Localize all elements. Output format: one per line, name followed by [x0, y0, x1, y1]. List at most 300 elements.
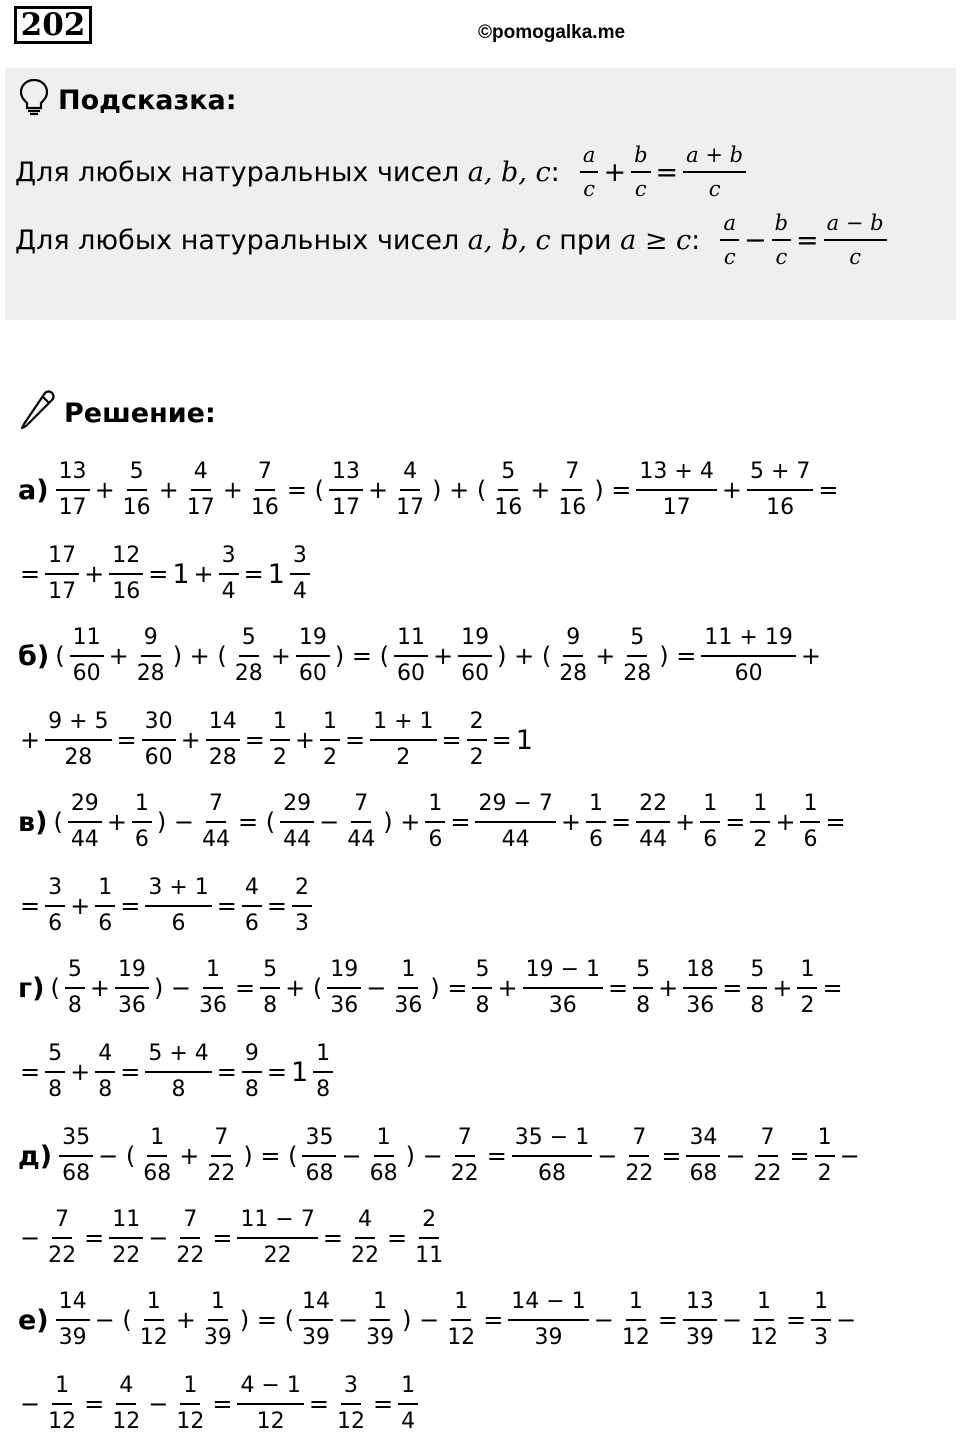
numerator: 1 — [374, 1123, 394, 1157]
numerator: 1 — [750, 789, 770, 823]
operator: = — [212, 1390, 233, 1418]
denominator: 17 — [396, 495, 425, 520]
numerator: 1 — [270, 707, 290, 741]
hint-rule-sum: Для любых натуральных чисел a, b, c : $\frac{a}{c}$ + $\frac{b}{c}$ = $\frac{a + b}{c}$ — [15, 130, 749, 214]
numerator: 13 + 4 — [636, 457, 716, 491]
fraction — [142, 707, 176, 772]
numerator: 19 − 1 — [523, 955, 603, 989]
numerator: 3 — [341, 1371, 361, 1405]
denominator: 39 — [58, 1325, 87, 1350]
fraction — [444, 1287, 478, 1352]
numerator: 7 — [455, 1123, 475, 1157]
fraction — [458, 623, 492, 688]
fraction — [145, 1039, 211, 1104]
denominator: 22 — [350, 1243, 379, 1268]
fraction — [512, 1123, 592, 1188]
denominator: 44 — [202, 827, 231, 852]
fraction — [137, 1287, 171, 1352]
solution-line — [18, 946, 845, 1030]
denominator: 4 — [221, 579, 236, 604]
fraction — [280, 789, 314, 854]
numerator: 1 — [815, 1123, 835, 1157]
operator: ) + ( — [172, 642, 227, 670]
fraction — [683, 1287, 717, 1352]
numerator: 1 — [203, 955, 223, 989]
denominator: 22 — [112, 1243, 141, 1268]
fraction — [348, 1205, 382, 1270]
numerator: 4 — [116, 1371, 136, 1405]
numerator: 7 — [52, 1205, 72, 1239]
numerator: 1 — [144, 1287, 164, 1321]
numerator: 14 — [299, 1287, 333, 1321]
operator: = — [608, 974, 629, 1002]
operator: + — [94, 476, 115, 504]
numerator: 35 — [302, 1123, 336, 1157]
site-watermark: ©pomogalka.me — [478, 22, 626, 43]
operator: − — [20, 1224, 41, 1252]
numerator: 1 — [800, 789, 820, 823]
numerator: 11 — [109, 1205, 143, 1239]
numerator: 5 — [472, 955, 492, 989]
fraction — [636, 789, 670, 854]
fraction — [290, 541, 310, 606]
operator: = — [725, 808, 746, 836]
numerator: 18 — [683, 955, 717, 989]
operator: ) = ( — [239, 1306, 294, 1334]
operator: = — [450, 808, 471, 836]
fraction — [45, 1371, 79, 1436]
operator: = — [84, 1224, 105, 1252]
operator: = — [657, 1306, 678, 1334]
numerator: 11 + 19 — [701, 623, 795, 657]
fraction — [173, 1371, 207, 1436]
fraction — [701, 623, 795, 688]
hint-text: при — [550, 224, 621, 256]
operator: = — [322, 1224, 343, 1252]
fraction — [747, 1287, 781, 1352]
fraction — [120, 457, 154, 522]
denominator: 8 — [750, 993, 765, 1018]
fraction — [555, 457, 589, 522]
numerator: 1 — [147, 1123, 167, 1157]
denominator: 6 — [171, 911, 186, 936]
fraction: $\frac{a}{c}$ — [580, 141, 599, 204]
whole-number: 1 — [172, 558, 190, 590]
fraction — [467, 707, 487, 772]
numerator: 7 — [351, 789, 371, 823]
denominator: 12 — [750, 1325, 779, 1350]
numerator: 1 — [398, 1371, 418, 1405]
denominator: 12 — [48, 1409, 77, 1434]
fraction — [242, 1039, 262, 1104]
denominator: 36 — [330, 993, 359, 1018]
whole-number: 1 — [290, 1056, 309, 1088]
fraction — [219, 541, 239, 606]
hint-colon: : — [691, 224, 701, 256]
operator: = — [661, 1142, 682, 1170]
denominator: 28 — [136, 661, 165, 686]
pencil-icon — [18, 390, 64, 437]
fraction — [327, 955, 361, 1020]
denominator: 36 — [548, 993, 577, 1018]
operator: ) + ( — [432, 476, 487, 504]
operator: + — [270, 642, 291, 670]
fraction — [586, 789, 606, 854]
numerator: 14 − 1 — [508, 1287, 588, 1321]
fraction — [800, 789, 820, 854]
operator: = — [266, 892, 287, 920]
item-label: а) — [18, 474, 49, 506]
denominator: 60 — [396, 661, 425, 686]
numerator: 7 — [758, 1123, 778, 1157]
numerator: 19 — [327, 955, 361, 989]
fraction — [132, 789, 152, 854]
numerator: 13 — [683, 1287, 717, 1321]
operator: = — [216, 1058, 237, 1086]
denominator: 11 — [415, 1243, 444, 1268]
numerator: 1 — [180, 1371, 200, 1405]
operator: + — [772, 974, 793, 1002]
numerator: 9 — [242, 1039, 262, 1073]
denominator: 12 — [621, 1325, 650, 1350]
fraction — [56, 1287, 90, 1352]
numerator: 1 — [797, 955, 817, 989]
hint-rule-diff: Для любых натуральных чисел a, b, c при a ≥ c : $\frac{a}{c}$ − $\frac{b}{c}$ = $\frac{a - b}{c}$ — [15, 198, 890, 282]
operator: = — [491, 726, 512, 754]
numerator: 4 — [400, 457, 420, 491]
numerator: 19 — [115, 955, 149, 989]
fraction — [201, 1287, 235, 1352]
fraction — [196, 955, 230, 1020]
numerator: 5 + 4 — [145, 1039, 211, 1073]
numerator: 1 — [313, 1039, 333, 1073]
denominator: 36 — [686, 993, 715, 1018]
operator: ) = — [594, 476, 632, 504]
operator: = — [20, 1058, 41, 1086]
numerator: 11 — [394, 623, 428, 657]
operator: = — [344, 726, 366, 754]
fraction — [184, 457, 218, 522]
operator: + — [222, 476, 243, 504]
operator: ) = ( — [243, 1142, 298, 1170]
numerator: 5 + 7 — [747, 457, 813, 491]
numerator: 30 — [142, 707, 176, 741]
denominator: 3 — [294, 911, 309, 936]
numerator: 5 — [747, 955, 767, 989]
solution-line — [18, 532, 313, 616]
numerator: 7 — [180, 1205, 200, 1239]
numerator: 9 — [563, 623, 583, 657]
fraction — [370, 707, 436, 772]
operator: + — [70, 1058, 91, 1086]
fraction — [70, 623, 104, 688]
operator: − ( — [98, 1142, 136, 1170]
hint-vars: a, b, c — [467, 156, 551, 188]
operator: = — [84, 1390, 105, 1418]
numerator: 5 — [45, 1039, 65, 1073]
operator: + — [560, 808, 581, 836]
denominator: 8 — [244, 1077, 259, 1102]
solution-line — [18, 614, 823, 698]
hint-text: Для любых натуральных чисел — [15, 156, 468, 188]
denominator: 28 — [623, 661, 652, 686]
numerator: 3 — [219, 541, 239, 575]
denominator: 12 — [112, 1409, 141, 1434]
fraction — [292, 873, 312, 938]
denominator: 12 — [176, 1409, 205, 1434]
operator: + — [193, 560, 214, 588]
denominator: 2 — [817, 1161, 832, 1186]
denominator: 39 — [366, 1325, 395, 1350]
fraction — [242, 873, 262, 938]
operator: ) − — [153, 974, 192, 1002]
fraction — [145, 873, 211, 938]
fraction — [232, 623, 266, 688]
operator: = — [722, 974, 743, 1002]
fraction — [472, 955, 492, 1020]
numerator: 1 — [132, 789, 152, 823]
operator: ) − — [156, 808, 195, 836]
numerator: 11 — [70, 623, 104, 657]
fraction — [45, 873, 65, 938]
denominator: 8 — [475, 993, 490, 1018]
operator: + — [497, 974, 518, 1002]
hint-condition: a ≥ c — [620, 224, 692, 256]
hint-heading — [18, 78, 237, 123]
denominator: 12 — [139, 1325, 168, 1350]
operator: ) + ( — [497, 642, 552, 670]
fraction — [683, 955, 717, 1020]
fraction: $\frac{a}{c}$ — [720, 209, 739, 272]
denominator: 28 — [208, 745, 237, 770]
denominator: 28 — [234, 661, 263, 686]
fraction — [59, 1123, 93, 1188]
denominator: 68 — [538, 1161, 566, 1186]
operator: = — [486, 1142, 507, 1170]
numerator: 4 — [355, 1205, 375, 1239]
operator: = — [308, 1390, 329, 1418]
fraction: $\frac{b}{c}$ — [631, 141, 650, 204]
fraction — [747, 457, 813, 522]
numerator: 3 + 1 — [145, 873, 211, 907]
operator: − — [721, 1306, 743, 1334]
operator: + ( — [285, 974, 323, 1002]
denominator: 36 — [117, 993, 146, 1018]
denominator: 28 — [559, 661, 588, 686]
fraction — [134, 623, 168, 688]
fraction — [206, 707, 240, 772]
denominator: 6 — [98, 911, 113, 936]
fraction — [797, 955, 817, 1020]
fraction — [636, 457, 716, 522]
operator: − — [20, 1390, 41, 1418]
hint-title: Подсказка: — [58, 85, 237, 116]
fraction: $\frac{a + b}{c}$ — [683, 141, 746, 204]
fraction — [448, 1123, 482, 1188]
denominator: 22 — [207, 1161, 236, 1186]
denominator: 28 — [64, 745, 93, 770]
operator: = — [789, 1142, 810, 1170]
denominator: 8 — [98, 1077, 113, 1102]
fraction — [329, 457, 363, 522]
operator: = ( — [238, 808, 276, 836]
numerator: 1 — [320, 707, 340, 741]
item-label: б) — [18, 640, 50, 672]
denominator: 22 — [263, 1243, 292, 1268]
numerator: 1 — [626, 1287, 646, 1321]
operator: = — [786, 1306, 807, 1334]
hint-colon: : — [550, 156, 560, 188]
denominator: 44 — [70, 827, 99, 852]
denominator: 12 — [336, 1409, 365, 1434]
operator: = ( — [286, 476, 324, 504]
operator: = — [611, 808, 632, 836]
numerator: 34 — [686, 1123, 720, 1157]
numerator: 1 — [95, 873, 115, 907]
denominator: 39 — [301, 1325, 330, 1350]
numerator: 5 — [260, 955, 280, 989]
numerator: 1 — [700, 789, 720, 823]
operator: ( — [50, 974, 60, 1002]
operator: + — [84, 560, 105, 588]
fraction — [425, 789, 445, 854]
numerator: 7 — [629, 1123, 649, 1157]
operator: + — [89, 974, 110, 1002]
denominator: 60 — [144, 745, 173, 770]
denominator: 17 — [332, 495, 360, 520]
denominator: 2 — [272, 745, 287, 770]
denominator: 60 — [298, 661, 327, 686]
denominator: 44 — [639, 827, 668, 852]
numerator: 19 — [296, 623, 330, 657]
fraction — [45, 1039, 65, 1104]
operator: = — [216, 892, 237, 920]
numerator: 1 — [370, 1287, 390, 1321]
fraction — [248, 457, 282, 522]
denominator: 60 — [734, 661, 763, 686]
denominator: 16 — [494, 495, 523, 520]
operator: ) − — [405, 1142, 443, 1170]
operator: + — [179, 1142, 200, 1170]
fraction: $\frac{a - b}{c}$ — [824, 209, 887, 272]
numerator: 3 — [45, 873, 65, 907]
denominator: 6 — [589, 827, 603, 852]
numerator: 1 — [208, 1287, 228, 1321]
operator: = — [212, 1224, 233, 1252]
solution-title: Решение: — [64, 398, 216, 429]
operator: − — [366, 974, 387, 1002]
fraction — [363, 1287, 397, 1352]
operator: ( — [55, 642, 65, 670]
solution-line — [18, 1114, 862, 1198]
fraction — [367, 1123, 401, 1188]
solution-heading — [18, 390, 216, 437]
item-label: г) — [18, 972, 45, 1004]
denominator: 16 — [250, 495, 279, 520]
numerator: 3 — [290, 541, 310, 575]
operator: + — [658, 974, 679, 1002]
numerator: 4 — [95, 1039, 115, 1073]
fraction — [56, 457, 90, 522]
denominator: 8 — [316, 1077, 331, 1102]
fraction — [394, 623, 428, 688]
numerator: 7 — [206, 789, 226, 823]
operator: − — [148, 1390, 169, 1418]
operator: = — [483, 1306, 504, 1334]
numerator: 2 — [419, 1205, 439, 1239]
operator: = — [243, 560, 264, 588]
fraction: $\frac{b}{c}$ — [772, 209, 791, 272]
operator: − — [836, 1306, 857, 1334]
fraction — [412, 1205, 446, 1270]
numerator: 7 — [255, 457, 275, 491]
fraction — [68, 789, 102, 854]
operator: − — [725, 1142, 746, 1170]
operator: + — [158, 476, 179, 504]
fraction — [523, 955, 603, 1020]
numerator: 5 — [239, 623, 259, 657]
denominator: 39 — [685, 1325, 714, 1350]
denominator: 39 — [203, 1325, 232, 1350]
item-label: в) — [18, 806, 48, 838]
denominator: 22 — [48, 1243, 77, 1268]
operator: ( — [53, 808, 63, 836]
denominator: 2 — [469, 745, 484, 770]
operator: + — [70, 892, 91, 920]
numerator: 11 − 7 — [237, 1205, 317, 1239]
fraction — [199, 789, 233, 854]
numerator: 35 − 1 — [512, 1123, 592, 1157]
numerator: 1 — [398, 955, 418, 989]
fraction — [556, 623, 590, 688]
fraction — [173, 1205, 207, 1270]
numerator: 29 − 7 — [475, 789, 555, 823]
numerator: 7 — [211, 1123, 231, 1157]
fraction — [204, 1123, 238, 1188]
denominator: 3 — [814, 1325, 829, 1350]
fraction — [109, 1371, 143, 1436]
denominator: 8 — [48, 1077, 63, 1102]
operator: + — [368, 476, 389, 504]
operator: + — [595, 642, 616, 670]
operator: + — [775, 808, 796, 836]
fraction — [747, 955, 767, 1020]
denominator: 68 — [62, 1161, 91, 1186]
fraction — [320, 707, 340, 772]
denominator: 22 — [625, 1161, 654, 1186]
numerator: 13 — [329, 457, 363, 491]
denominator: 16 — [122, 495, 151, 520]
denominator: 8 — [171, 1077, 186, 1102]
operator: − — [337, 1306, 359, 1334]
denominator: 60 — [72, 661, 101, 686]
numerator: 1 — [811, 1287, 831, 1321]
numerator: 22 — [636, 789, 670, 823]
fraction — [334, 1371, 368, 1436]
denominator: 68 — [305, 1161, 334, 1186]
fraction — [140, 1123, 174, 1188]
numerator: 5 — [65, 955, 85, 989]
denominator: 6 — [48, 911, 63, 936]
operator: = — [120, 1058, 141, 1086]
numerator: 1 — [586, 789, 606, 823]
operator: = — [116, 726, 137, 754]
denominator: 8 — [263, 993, 278, 1018]
numerator: 14 — [206, 707, 240, 741]
denominator: 16 — [558, 495, 587, 520]
fraction — [751, 1123, 785, 1188]
denominator: 60 — [461, 661, 490, 686]
